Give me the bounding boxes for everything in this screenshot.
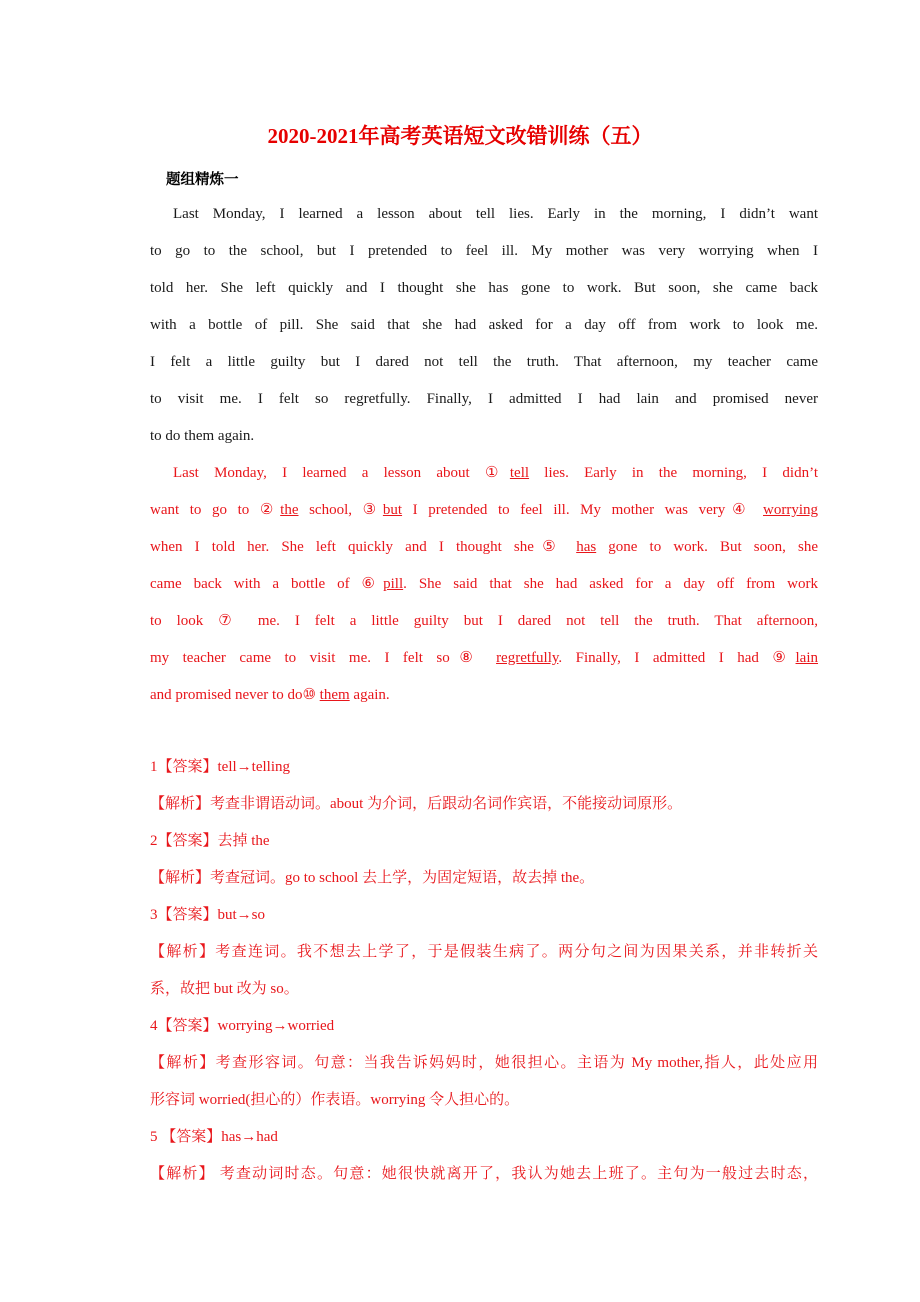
explanation-line: 形容词 worried(担心的）作表语。worrying 令人担心的。 [150, 1092, 520, 1108]
marked-passage-line [150, 648, 818, 668]
original-passage-line: Last Monday, I learned a lesson about tell lies. Early in the morning, I didn’t want [173, 206, 818, 222]
error-word: them [319, 687, 350, 703]
passage-text: gone to work. But soon, she [596, 539, 818, 555]
explanation-line: 【解析】考查连词。我不想去上学了，于是假装生病了。两分句之间为因果关系，并非转折关 [150, 944, 818, 960]
marked-passage-line [150, 574, 818, 594]
passage-text: want to go to ② [150, 502, 281, 518]
error-word: has [576, 539, 597, 555]
document-title: 2020-2021年高考英语短文改错训练（五） [267, 124, 653, 148]
error-word: but [382, 502, 403, 518]
marked-passage-line [150, 500, 818, 520]
answer-line: 3【答案】but→so [150, 907, 266, 923]
original-passage-line: with a bottle of pill. She said that she had asked for a day off from work to look me. [150, 317, 818, 333]
answer-line: 5 【答案】has→had [150, 1129, 278, 1145]
error-word: the [280, 502, 299, 518]
passage-text: when I told her. She left quickly and I thought she⑤ [150, 539, 577, 555]
error-word: pill [383, 576, 404, 592]
error-word: lain [795, 650, 819, 666]
explanation-line: 【解析】 考查动词时态。句意：她很快就离开了，我认为她去上班了。主句为一般过去时态， [150, 1166, 818, 1182]
marked-passage-line [150, 611, 818, 631]
original-passage-line: to visit me. I felt so regretfully. Finally, I admitted I had lain and promised never [150, 391, 818, 407]
error-word: regretfully [496, 650, 559, 666]
passage-text: . She said that she had asked for a day off from work [403, 576, 818, 592]
passage-text: and promised never to do⑩ [150, 687, 320, 703]
passage-text: came back with a bottle of ⑥ [150, 576, 384, 592]
answer-line: 2【答案】去掉 the [150, 833, 270, 849]
original-passage-line: told her. She left quickly and I thought she has gone to work. But soon, she came back [150, 280, 818, 296]
passage-text: lies. Early in the morning, I didn’t [529, 465, 818, 481]
marked-passage-line [150, 537, 818, 557]
answer-line: 1【答案】tell→telling [150, 759, 290, 775]
error-word: worrying [763, 502, 818, 518]
passage-text: . Finally, I admitted I had ⑨ [558, 650, 796, 666]
passage-text: school, ③ [298, 502, 383, 518]
original-passage-line: to go to the school, but I pretended to feel ill. My mother was very worrying when I [150, 243, 818, 259]
explanation-line: 系，故把 but 改为 so。 [150, 981, 299, 997]
passage-text: to look ⑦ me. I felt a little guilty but I dared not tell the truth. That afternoon, [150, 613, 818, 629]
error-word: tell [509, 465, 530, 481]
passage-text: my teacher came to visit me. I felt so⑧ [150, 650, 497, 666]
answer-line: 4【答案】worrying→worried [150, 1018, 335, 1034]
original-passage-line: to do them again. [150, 428, 255, 444]
explanation-line: 【解析】考查形容词。句意：当我告诉妈妈时，她很担心。主语为 My mother,指人，此处应用 [150, 1055, 818, 1071]
section-heading: 题组精炼一 [166, 172, 239, 188]
marked-passage-line [150, 685, 818, 705]
original-passage-line: I felt a little guilty but I dared not tell the truth. That afternoon, my teacher came [150, 354, 818, 370]
passage-text: Last Monday, I learned a lesson about ① [173, 465, 510, 481]
passage-text: I pretended to feel ill. My mother was very④ [402, 502, 763, 518]
marked-passage-line [173, 463, 818, 483]
explanation-line: 【解析】考查冠词。go to school 去上学，为固定短语，故去掉 the。 [150, 870, 595, 886]
passage-text: again. [349, 687, 390, 703]
explanation-line: 【解析】考查非谓语动词。about 为介词，后跟动名词作宾语，不能接动词原形。 [150, 796, 683, 812]
